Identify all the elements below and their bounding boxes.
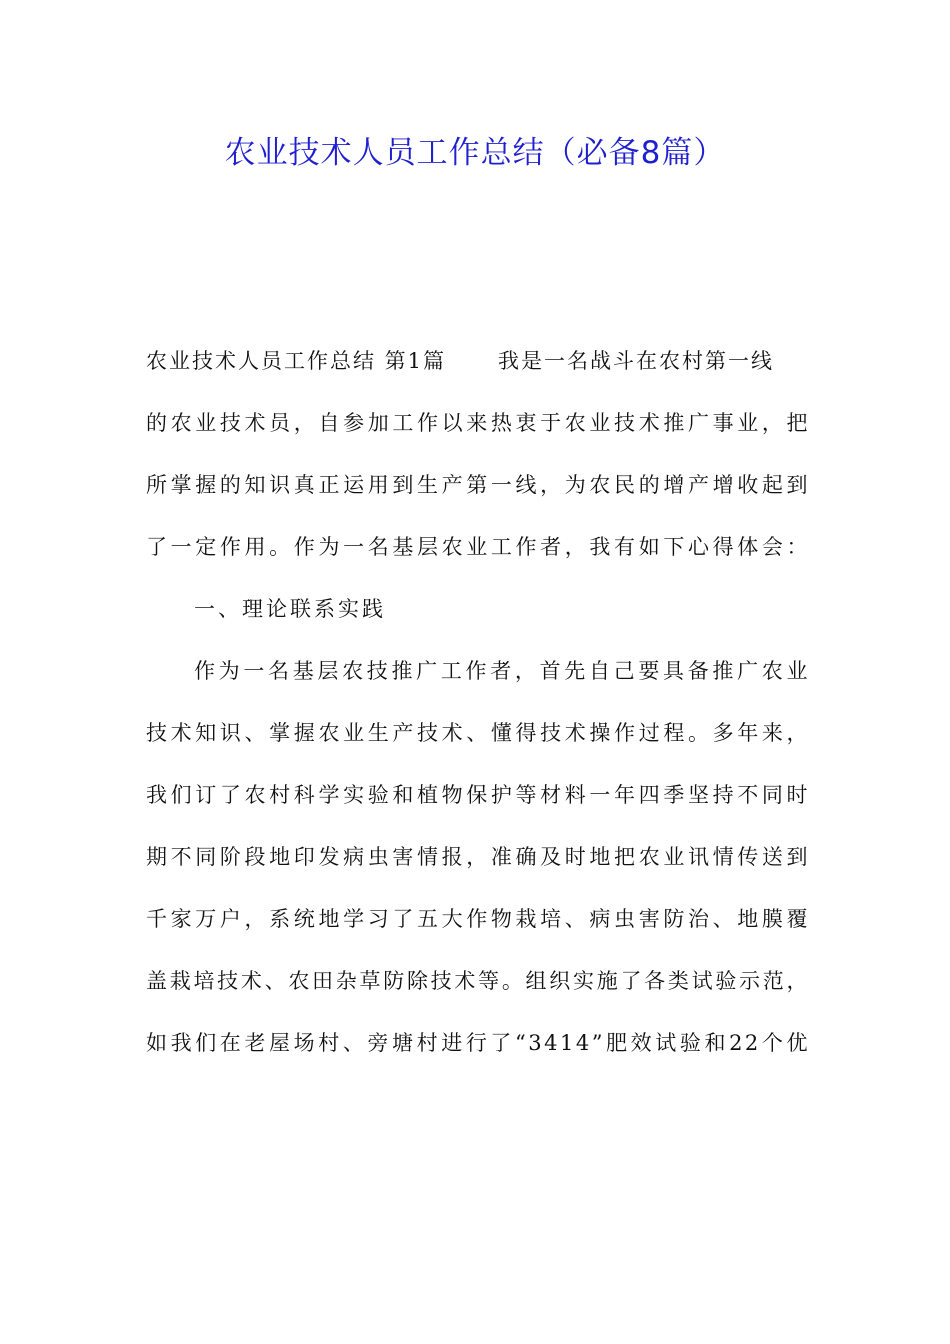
section-lead: 农业技术人员工作总结 第1篇 [146, 349, 447, 373]
body-line-11: 盖栽培技术、农田杂草防除技术等。组织实施了各类试验示范， [146, 969, 810, 993]
body-line-2: 的农业技术员，自参加工作以来热衷于农业技术推广事业，把 [146, 411, 810, 435]
section-heading: 一、理论联系实践 [194, 597, 386, 621]
document-title: 农业技术人员工作总结（必备8篇） [224, 135, 726, 171]
body-line-9: 期不同阶段地印发病虫害情报，准确及时地把农业讯情传送到 [146, 845, 810, 869]
body-line-3: 所掌握的知识真正运用到生产第一线，为农民的增产增收起到 [146, 473, 810, 497]
body-line-7: 技术知识、掌握农业生产技术、懂得技术操作过程。多年来， [146, 721, 810, 745]
body-line-1 [146, 330, 810, 392]
body-line-4: 了一定作用。作为一名基层农业工作者，我有如下心得体会： [146, 535, 810, 559]
document-body [146, 330, 810, 1074]
body-line-8: 我们订了农村科学实验和植物保护等材料一年四季坚持不同时 [146, 783, 810, 807]
body-line-1-text: 我是一名战斗在农村第一线 [498, 349, 775, 373]
body-line-10: 千家万户，系统地学习了五大作物栽培、病虫害防治、地膜覆 [146, 907, 810, 931]
body-line-12: 如我们在老屋场村、旁塘村进行了“3414”肥效试验和22个优 [146, 1031, 810, 1055]
body-line-6: 作为一名基层农技推广工作者，首先自己要具备推广农业 [194, 659, 810, 683]
